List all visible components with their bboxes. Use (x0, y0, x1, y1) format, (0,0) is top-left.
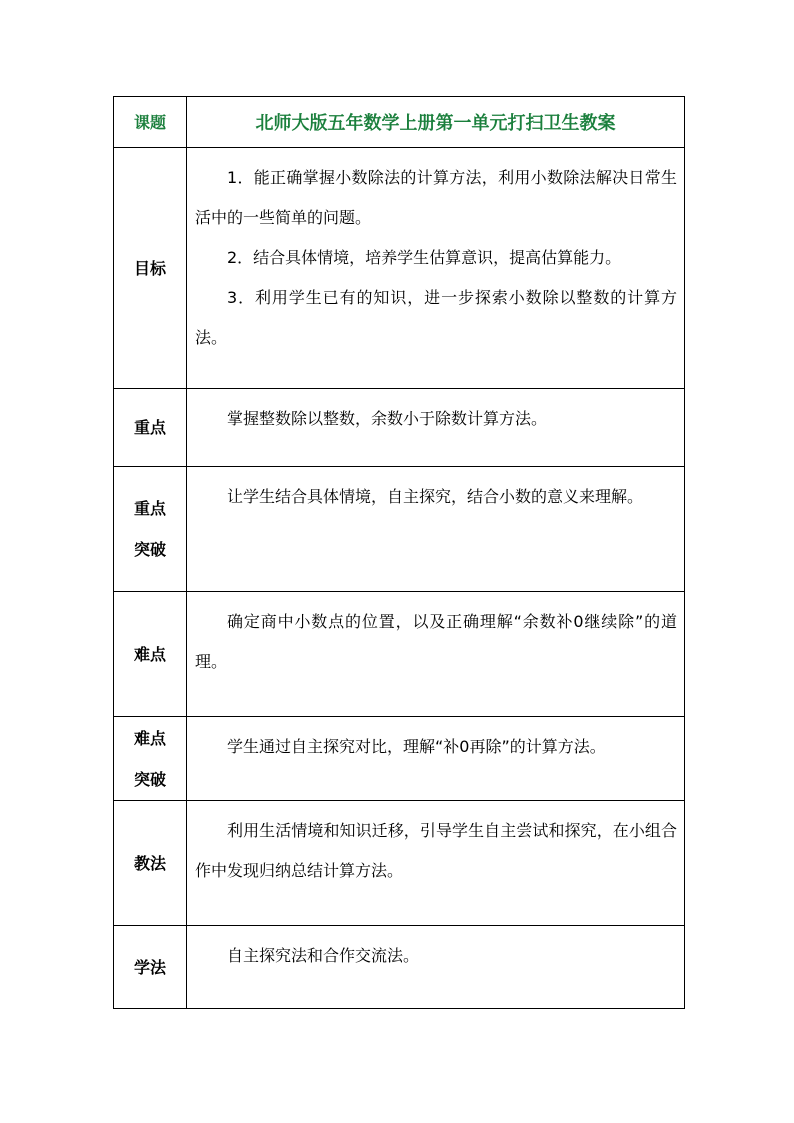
row-label-line: 学法 (133, 957, 166, 977)
row-label-goals (114, 148, 187, 389)
row-label-line: 重点 (133, 418, 166, 437)
row-content-learning-method (187, 926, 685, 1009)
row-content-difficulty-breakthrough (187, 717, 685, 801)
table-row-difficulty-breakthrough (114, 717, 685, 801)
lesson-title: 北师大版五年数学上册第一单元打扫卫生教案 (187, 97, 685, 148)
row-label-line: 重点 (133, 499, 166, 518)
table-row-title (114, 97, 685, 148)
row-content-difficulty (187, 592, 685, 717)
table-row-learning-method (114, 926, 685, 1009)
row-label-key-point (114, 389, 187, 467)
table-row-key-point (114, 389, 685, 467)
row-label-key-breakthrough (114, 467, 187, 592)
table-row-goals (114, 148, 685, 389)
lesson-plan-table (113, 96, 685, 1009)
row-label-difficulty-breakthrough (114, 717, 187, 801)
content-paragraph: 学生通过自主探究对比，理解“补0再除”的计算方法。 (227, 737, 606, 756)
row-content-key-point (187, 389, 685, 467)
goal-paragraph-2: 2．结合具体情境，培养学生估算意识，提高估算能力。 (227, 248, 622, 267)
row-label-teaching-method (114, 801, 187, 926)
goal-paragraph-1: 1．能正确掌握小数除法的计算方法，利用小数除法解决日常生活中的一些简单的问题。 (195, 168, 677, 227)
content-paragraph: 自主探究法和合作交流法。 (227, 946, 420, 965)
table-row-key-breakthrough (114, 467, 685, 592)
row-label-difficulty (114, 592, 187, 717)
row-content-key-breakthrough (187, 467, 685, 592)
row-label-line: 目标 (133, 258, 166, 278)
row-label-line: 突破 (133, 769, 166, 789)
row-label-line: 难点 (133, 728, 166, 748)
row-label-learning-method (114, 926, 187, 1009)
table-row-difficulty (114, 592, 685, 717)
content-paragraph: 让学生结合具体情境，自主探究，结合小数的意义来理解。 (227, 487, 644, 506)
row-content-goals (187, 148, 685, 389)
row-content-teaching-method (187, 801, 685, 926)
content-paragraph: 确定商中小数点的位置，以及正确理解“余数补0继续除”的道理。 (195, 612, 677, 671)
table-row-teaching-method (114, 801, 685, 926)
title-label: 课题 (114, 97, 187, 148)
row-label-line: 突破 (133, 540, 166, 559)
row-label-line: 难点 (133, 644, 166, 664)
goal-paragraph-3: 3．利用学生已有的知识，进一步探索小数除以整数的计算方法。 (195, 288, 677, 347)
content-paragraph: 掌握整数除以整数，余数小于除数计算方法。 (227, 409, 548, 428)
row-label-line: 教法 (133, 853, 166, 873)
content-paragraph: 利用生活情境和知识迁移，引导学生自主尝试和探究，在小组合作中发现归纳总结计算方法。 (195, 821, 677, 880)
